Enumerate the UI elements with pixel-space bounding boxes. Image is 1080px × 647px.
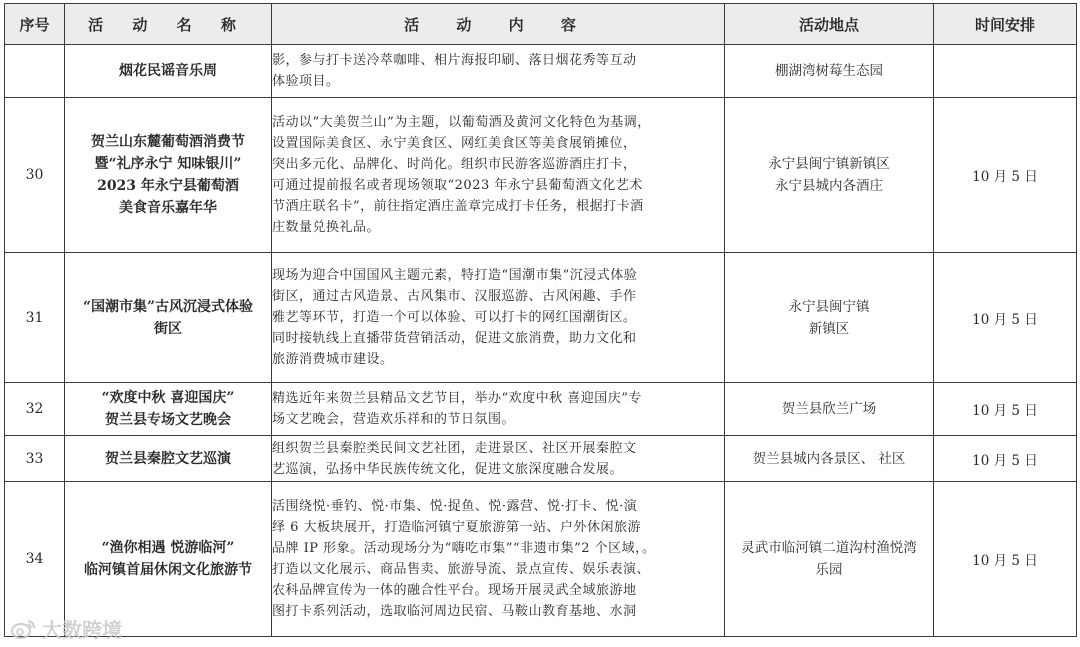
activity-time-cell: 10 月 5 日 xyxy=(934,482,1077,637)
watermark xyxy=(10,614,122,643)
weibo-logo-icon xyxy=(10,618,36,640)
activity-schedule-table xyxy=(4,3,1077,637)
activity-name-line: “渔你相遇 悦游临河” xyxy=(101,540,235,556)
activity-location-line: 贺兰县欣兰广场 xyxy=(781,401,877,417)
activity-content-line: 设置国际美食区、永宁美食区、网红美食区等美食展销摊位， xyxy=(272,136,637,151)
activity-content-line: 雅艺等环节，打造一个可以体验、可以打卡的网红国潮街区。 xyxy=(272,310,637,325)
activity-content-line: 活围绕悦·垂钓、悦·市集、悦·捉鱼、悦·露营、悦·打卡、悦·演 xyxy=(272,499,638,514)
activity-name-cell xyxy=(65,253,272,383)
activity-content-line: 突出多元化、品牌化、时尚化。组织市民游客巡游酒庄打卡， xyxy=(272,157,637,172)
activity-name-line: 贺兰山东麓葡萄酒消费节 xyxy=(91,134,245,150)
activity-content-cell xyxy=(272,98,725,253)
activity-name-cell xyxy=(65,436,272,482)
activity-time-cell: 10 月 5 日 xyxy=(934,383,1077,436)
activity-content-line: 街区，通过古风造景、古风集市、汉服巡游、古风闲趣、手作 xyxy=(272,289,637,304)
activity-content-line: 图打卡系列活动，选取临河周边民宿、马鞍山教育基地、水洞 xyxy=(272,604,637,619)
table-header-row xyxy=(5,4,1077,45)
activity-content-line: 影，参与打卡送冷萃咖啡、相片海报印刷、落日烟花秀等互动 xyxy=(272,53,637,68)
activity-content-line: 艺巡演，弘扬中华民族传统文化，促进文旅深度融合发展。 xyxy=(272,461,624,477)
activity-name-cell xyxy=(65,45,272,98)
activity-location-line: 贺兰县城内各景区、 社区 xyxy=(752,450,906,467)
activity-content-cell xyxy=(272,253,725,383)
activity-name-line: 美食音乐嘉年华 xyxy=(119,200,217,216)
table-row xyxy=(5,253,1077,383)
activity-content-line: 绎 6 大板块展开，打造临河镇宁夏旅游第一站、户外休闲旅游 xyxy=(272,520,642,535)
activity-content-line: 农科品牌宣传为一体的融合性平台。现场开展灵武全域旅游地 xyxy=(272,583,637,598)
table-row xyxy=(5,98,1077,253)
activity-name-line: 贺兰县秦腔文艺巡演 xyxy=(105,450,231,467)
activity-name-line: “欢度中秋 喜迎国庆” xyxy=(101,390,235,406)
activity-content-line: 现场为迎合中国国风主题元素，特打造“国潮市集”沉浸式体验 xyxy=(272,268,638,283)
activity-name-line: 烟花民谣音乐周 xyxy=(119,63,217,79)
row-number: 30 xyxy=(5,98,65,253)
activity-content-cell xyxy=(272,383,725,436)
row-number: 33 xyxy=(5,436,65,482)
activity-content-cell xyxy=(272,45,725,98)
row-number: 32 xyxy=(5,383,65,436)
activity-content-line: 组织贺兰县秦腔类民间文艺社团，走进景区、社区开展秦腔文 xyxy=(272,440,637,456)
activity-location-line: 永宁县闽宁镇 xyxy=(788,298,870,315)
row-number: 34 xyxy=(5,482,65,637)
activity-name-cell xyxy=(65,383,272,436)
activity-time-cell: 10 月 5 日 xyxy=(934,98,1077,253)
activity-name-line: 临河镇首届休闲文化旅游节 xyxy=(84,562,252,578)
row-number: 31 xyxy=(5,253,65,383)
activity-name-line: 2023 年永宁县葡萄酒 xyxy=(97,178,239,194)
activity-content-cell xyxy=(272,436,725,482)
watermark-text: 大数跨境 xyxy=(42,618,122,642)
activity-content-line: 可通过提前报名或者现场领取“2023 年永宁县葡萄酒文化艺术 xyxy=(272,178,643,193)
header-time: 时间安排 xyxy=(934,4,1077,45)
activity-time-cell: 10 月 5 日 xyxy=(934,436,1077,482)
activity-content-line: 精选近年来贺兰县精品文艺节目，举办“欢度中秋 喜迎国庆”专 xyxy=(272,391,642,406)
activity-content-line: 节酒庄联名卡”，前往指定酒庄盖章完成打卡任务，根据打卡酒 xyxy=(272,199,644,214)
activity-location-line: 新镇区 xyxy=(808,320,850,337)
activity-location-line: 永宁县城内各酒庄 xyxy=(775,178,883,194)
table-row xyxy=(5,482,1077,637)
activity-content-cell xyxy=(272,482,725,637)
table-row xyxy=(5,383,1077,436)
activity-content-line: 同时接轨线上直播带货营销活动，促进文旅消费，助力文化和 xyxy=(272,331,637,346)
activity-name-line: 街区 xyxy=(154,320,182,337)
activity-content-line: 活动以“大美贺兰山”为主题，以葡萄酒及黄河文化特色为基调， xyxy=(272,115,651,130)
activity-content-line: 体验项目。 xyxy=(272,74,340,89)
activity-content-line: 品牌 IP 形象。活动现场分为“嗨吃市集”“非遗市集”2 个区域，。 xyxy=(272,541,656,556)
activity-location-line: 乐园 xyxy=(815,562,843,578)
activity-content-line: 庄数量兑换礼品。 xyxy=(272,220,381,235)
header-activity-name: 活 动 名 称 xyxy=(65,4,272,45)
activity-location-line: 永宁县闽宁镇新镇区 xyxy=(768,156,890,172)
row-number xyxy=(5,45,65,98)
activity-content-line: 场文艺晚会，营造欢乐祥和的节日氛围。 xyxy=(272,412,516,427)
header-activity-content: 活 动 内 容 xyxy=(272,4,725,45)
activity-location-cell xyxy=(725,383,934,436)
activity-content-line: 打造以文化展示、商品售卖、旅游导流、景点宣传、娱乐表演、 xyxy=(272,562,651,577)
activity-location-cell xyxy=(725,98,934,253)
activity-time-cell: 10 月 5 日 xyxy=(934,253,1077,383)
activity-name-line: “国潮市集”古风沉浸式体验 xyxy=(82,298,254,315)
activity-location-cell xyxy=(725,253,934,383)
activity-location-line: 灵武市临河镇二道沟村渔悦湾 xyxy=(741,540,917,556)
activity-name-line: 贺兰县专场文艺晚会 xyxy=(105,412,231,428)
activity-name-cell xyxy=(65,98,272,253)
activity-name-line: 暨“礼序永宁 知味银川” xyxy=(94,156,242,172)
activity-location-cell xyxy=(725,436,934,482)
header-number: 序号 xyxy=(5,4,65,45)
activity-time-cell xyxy=(934,45,1077,98)
activity-content-line: 旅游消费城市建设。 xyxy=(272,352,394,367)
activity-location-line: 棚湖湾树莓生态园 xyxy=(775,63,883,79)
activity-location-cell xyxy=(725,45,934,98)
table-row xyxy=(5,436,1077,482)
table-row xyxy=(5,45,1077,98)
header-location: 活动地点 xyxy=(725,4,934,45)
activity-location-cell xyxy=(725,482,934,637)
